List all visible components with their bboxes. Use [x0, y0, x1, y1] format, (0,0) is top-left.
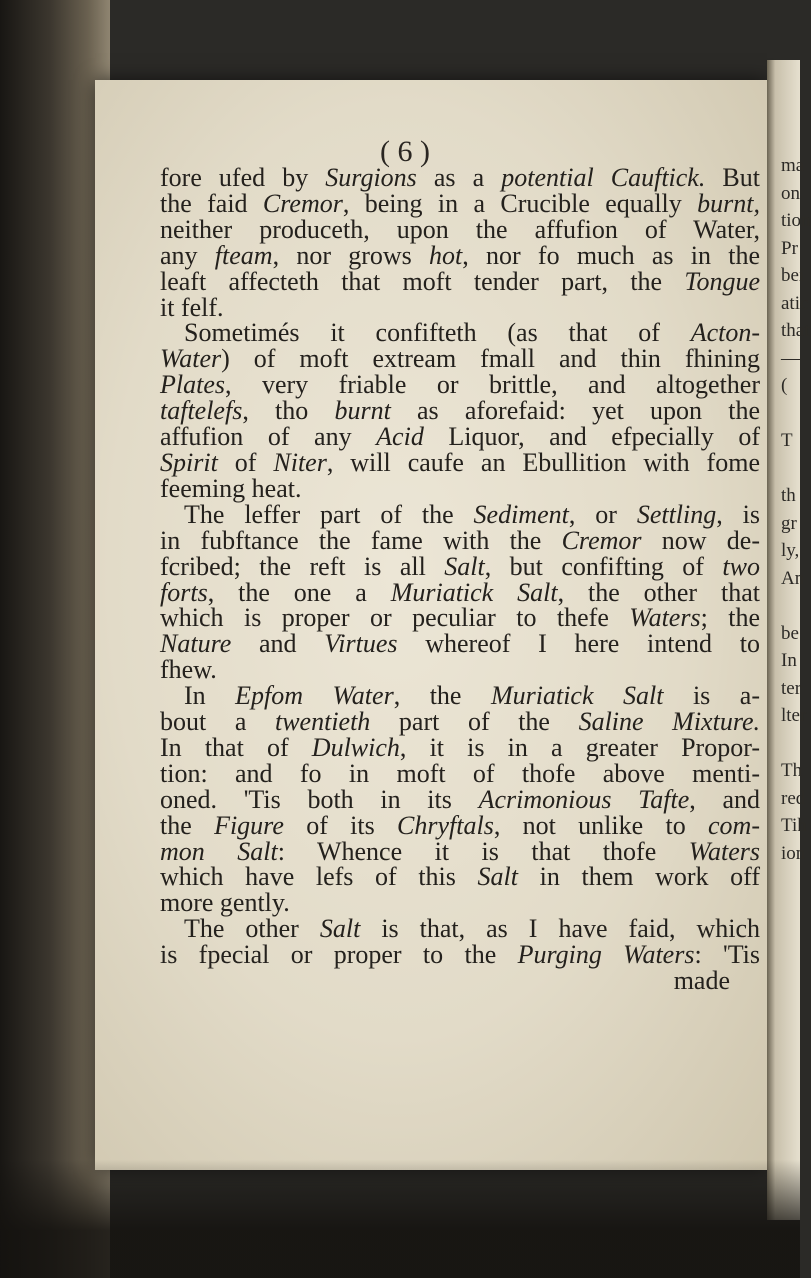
adjacent-page-fragment: gr: [781, 512, 797, 534]
italic-run: Dulwich: [311, 732, 400, 762]
text-line: [160, 473, 760, 503]
text-line: [160, 188, 760, 218]
text-run: whereof I here intend to: [397, 629, 760, 659]
italic-run: Nature: [160, 629, 232, 659]
adjacent-page-fragment: tion: [781, 210, 811, 231]
italic-run: Figure: [214, 810, 284, 840]
text-run: of: [217, 447, 274, 477]
adjacent-page-fragment: red: [781, 787, 806, 809]
adjacent-page-fragment: th: [781, 485, 796, 506]
text-run: now de-: [641, 525, 760, 555]
italic-run: Salt: [319, 914, 361, 944]
text-line: [160, 499, 760, 529]
text-run: : Whence it is that thofe: [277, 836, 689, 866]
text-run: ) of moft extream fmall and thin fhining: [221, 344, 760, 374]
adjacent-page-fragment: T: [781, 430, 793, 451]
italic-run: Waters: [629, 603, 701, 633]
italic-run: Salt: [477, 862, 518, 892]
text-run: , and: [689, 784, 760, 814]
adjacent-page-fragment: —: [781, 347, 800, 369]
italic-run: Muriatick Salt: [390, 577, 558, 607]
text-run: , very friable or brittle, and altogether: [225, 370, 760, 400]
page-body-text: [160, 165, 760, 994]
adjacent-page-fragment: that: [781, 320, 810, 341]
text-line: [160, 214, 760, 244]
adjacent-page-fragment: In: [781, 650, 797, 671]
text-run: and: [231, 629, 325, 659]
text-line: [160, 525, 760, 555]
text-line: [160, 732, 760, 762]
text-run: made: [673, 966, 730, 996]
text-run: , is: [716, 499, 760, 529]
text-run: , not unlike to: [493, 810, 709, 840]
text-run: in fubftance the fame with the: [160, 525, 562, 555]
italic-run: Sediment: [473, 499, 569, 529]
text-run: , the other that: [557, 577, 760, 607]
text-run: bout a: [160, 707, 275, 737]
italic-run: Cremor: [262, 188, 343, 218]
text-line: [160, 631, 760, 657]
italic-run: burnt: [334, 396, 391, 426]
text-run: part of the: [370, 707, 579, 737]
text-line: [160, 424, 760, 450]
text-run: which is proper or peculiar to thefe: [160, 603, 630, 633]
text-run: , or: [568, 499, 637, 529]
text-line: [160, 551, 760, 581]
text-run: is fpecial or proper to the: [160, 940, 518, 970]
text-run: Sometimés it confifteth (as that of: [184, 318, 691, 348]
text-line: [160, 942, 760, 968]
text-line: [160, 890, 760, 916]
italic-run: forts: [160, 577, 208, 607]
text-run: ; the: [700, 603, 760, 633]
text-run: oned. 'Tis both in its: [160, 784, 479, 814]
italic-run: Acid: [376, 422, 424, 452]
italic-run: Settling: [636, 499, 717, 529]
text-run: The leffer part of the: [184, 499, 474, 529]
italic-run: Saline Mixture.: [578, 707, 761, 737]
text-run: tion: and fo in moft of thofe above menti-: [160, 758, 760, 788]
text-line: [160, 605, 760, 631]
text-line: [160, 447, 760, 477]
text-run: , will caufe an Ebullition with fome: [326, 447, 760, 477]
text-run: fcribed; the reft is all: [160, 551, 445, 581]
text-line: [160, 320, 760, 346]
italic-run: com-: [708, 810, 760, 840]
text-run: In that of: [160, 732, 312, 762]
text-line: [160, 864, 760, 890]
book-gutter: [0, 0, 110, 1278]
italic-run: potential Cauftick.: [501, 163, 706, 192]
text-run: which have lefs of this: [160, 862, 478, 892]
text-run: any: [160, 240, 215, 270]
italic-run: Salt: [444, 551, 485, 581]
italic-run: Spirit: [160, 447, 218, 477]
text-run: the faid: [160, 188, 263, 218]
adjacent-page-fragment: ter: [781, 677, 802, 699]
italic-run: Water: [160, 344, 222, 374]
text-line: [160, 165, 760, 191]
italic-run: Muriatick Salt: [490, 681, 664, 711]
adjacent-page-edge: [767, 60, 811, 1220]
text-line: [160, 577, 760, 607]
text-run: fore ufed by: [160, 163, 326, 192]
text-run: of its: [283, 810, 398, 840]
text-run: , nor fo much as in the: [462, 240, 760, 270]
italic-run: fteam: [214, 240, 273, 270]
text-run: more gently.: [160, 888, 290, 918]
adjacent-page-fragment: ly,: [781, 540, 800, 561]
italic-run: hot: [429, 240, 463, 270]
adjacent-page-fragment: (: [781, 375, 788, 396]
text-run: , it is in a greater Propor-: [399, 732, 760, 762]
text-line: [160, 968, 760, 994]
text-line: [160, 240, 760, 270]
text-run: leaft affecteth that moft tender part, the: [160, 266, 685, 296]
adjacent-page-fragment: ma: [781, 155, 805, 176]
text-line: [160, 836, 760, 866]
text-run: , the: [393, 681, 491, 711]
text-line: [160, 683, 760, 709]
italic-run: Virtues: [324, 629, 398, 659]
text-run: as aforefaid: yet upon the: [390, 396, 760, 426]
text-run: in them work off: [517, 862, 760, 892]
adjacent-page-fragment: Tih: [781, 815, 807, 836]
text-line: [160, 398, 760, 424]
italic-run: Waters: [688, 836, 760, 866]
italic-run: Epfom Water: [235, 681, 394, 711]
adjacent-page-fragment: An: [781, 567, 805, 589]
adjacent-page-fragment: Th: [781, 760, 803, 781]
italic-run: twentieth: [274, 707, 371, 737]
text-line: [160, 709, 760, 735]
text-run: , but confifting of: [484, 551, 723, 581]
italic-run: Niter: [273, 447, 327, 477]
adjacent-page-fragment: bei: [781, 265, 805, 286]
text-run: , the one a: [207, 577, 391, 607]
italic-run: Plates: [160, 370, 225, 400]
italic-run: Acton-: [690, 318, 760, 348]
text-run: , nor grows: [272, 240, 430, 270]
text-run: is a-: [663, 681, 760, 711]
adjacent-page-fragment: Pr: [781, 237, 798, 259]
text-run: In: [184, 681, 236, 711]
text-line: [160, 916, 760, 942]
text-line: [160, 292, 760, 322]
italic-run: Acrimonious Tafte: [478, 784, 690, 814]
italic-run: taftelefs: [160, 396, 243, 426]
text-run: is that, as I have faid, which: [360, 914, 761, 944]
text-run: But: [705, 163, 760, 192]
bottom-shadow: [0, 1160, 800, 1278]
text-run: fhew.: [160, 655, 217, 685]
page-number: ( 6 ): [380, 135, 430, 168]
text-line: [160, 372, 760, 398]
text-run: : 'Tis: [694, 940, 761, 970]
italic-run: Tongue: [684, 266, 760, 296]
text-line: [160, 784, 760, 814]
text-run: , being in a Crucible equally: [342, 188, 698, 218]
adjacent-page-fragment: atic: [781, 292, 809, 314]
italic-run: Surgions: [325, 163, 417, 192]
text-run: neither produceth, upon the affufion of Water,: [160, 214, 760, 244]
adjacent-page-fragment: be: [781, 622, 799, 644]
text-run: the: [160, 810, 215, 840]
text-run: feeming heat.: [160, 473, 302, 503]
italic-run: Purging Waters: [517, 940, 695, 970]
text-line: [160, 346, 760, 372]
adjacent-page-fragment: lter: [781, 705, 807, 726]
text-run: it felf.: [160, 292, 224, 322]
italic-run: mon Salt: [160, 836, 278, 866]
adjacent-page-fragment: on: [781, 182, 800, 204]
adjacent-page-fragment: ion: [781, 842, 806, 864]
italic-run: Cremor: [561, 525, 642, 555]
text-run: The other: [184, 914, 320, 944]
italic-run: burnt,: [697, 188, 760, 218]
text-line: [160, 758, 760, 788]
text-run: , tho: [242, 396, 335, 426]
italic-run: two: [722, 551, 760, 581]
italic-run: Chryftals: [397, 810, 494, 840]
text-line: [160, 810, 760, 840]
text-run: Liquor, and efpecially of: [423, 422, 760, 452]
text-run: affufion of any: [160, 422, 377, 452]
text-line: [160, 657, 760, 683]
text-line: [160, 266, 760, 296]
text-run: as a: [416, 163, 502, 192]
